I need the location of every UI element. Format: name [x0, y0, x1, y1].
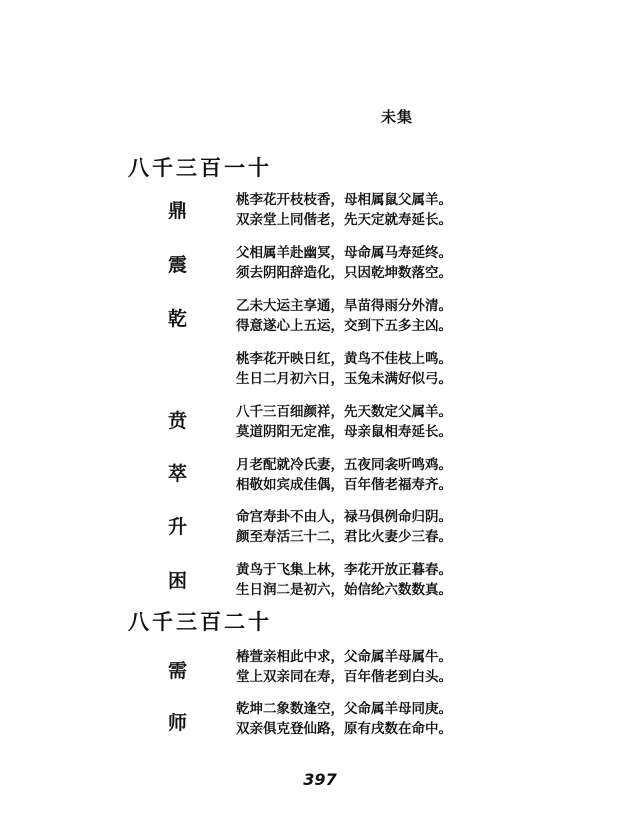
verse-line: 乙未大运主享通，旱苗得雨分外清。: [236, 298, 452, 314]
verse-block: [236, 647, 452, 687]
verse-block: [236, 507, 452, 547]
hexagram-kun: 困: [168, 570, 188, 592]
section-heading-8310: 八千三百一十: [128, 155, 272, 180]
verse-block: [236, 349, 452, 389]
hexagram-bi: 贲: [168, 410, 188, 432]
verse-line: 生日润二是初六，始信纶六数数真。: [236, 582, 452, 598]
verse-line: 相敬如宾成佳偶，百年偕老福寿齐。: [236, 477, 452, 493]
page-number: 397: [303, 770, 337, 789]
hexagram-cui: 萃: [168, 463, 188, 485]
hexagram-shi: 师: [168, 712, 188, 734]
verse-line: 桃李花开映日红，黄鸟不佳枝上鸣。: [236, 351, 452, 367]
verse-line: 须去阴阳辞造化，只因乾坤数落空。: [236, 265, 452, 281]
verse-line: 月老配就冷氏妻，五夜同衾听鸣鸡。: [236, 457, 452, 473]
verse-block: [236, 243, 452, 283]
hexagram-ding: 鼎: [168, 200, 188, 222]
verse-line: 黄鸟于飞集上林，李花开放正暮春。: [236, 562, 452, 578]
verse-line: 堂上双亲同在寿，百年偕老到白头。: [236, 669, 452, 685]
verse-block: [236, 296, 452, 336]
hexagram-qian: 乾: [168, 308, 188, 330]
verse-block: [236, 402, 452, 442]
running-header: 未集: [381, 108, 414, 126]
section-heading-8320: 八千三百二十: [128, 609, 272, 634]
verse-line: 父相属羊赴幽冥，母命属马寿延终。: [236, 245, 452, 261]
verse-line: 命宫寿卦不由人，禄马俱例命归阴。: [236, 509, 452, 525]
verse-line: 八千三百细颜祥，先天数定父属羊。: [236, 404, 452, 420]
verse-block: [236, 455, 452, 495]
verse-block: [236, 190, 452, 230]
hexagram-xu: 需: [168, 660, 188, 682]
verse-line: 乾坤二象数逢空，父命属羊母同庚。: [236, 701, 452, 717]
verse-line: 椿萱亲相此中求，父命属羊母属牛。: [236, 649, 452, 665]
verse-line: 生日二月初六日，玉兔未满好似弓。: [236, 371, 452, 387]
verse-block: [236, 699, 452, 739]
hexagram-sheng: 升: [168, 516, 188, 538]
verse-line: 得意遂心上五运，交到下五多主凶。: [236, 318, 452, 334]
verse-line: 桃李花开枝枝香，母相属鼠父属羊。: [236, 192, 452, 208]
verse-line: 双亲堂上同偕老，先天定就寿延长。: [236, 212, 452, 228]
verse-line: 颜至寿活三十二，君比火妻少三春。: [236, 529, 452, 545]
verse-line: 双亲俱克登仙路，原有戌数在命中。: [236, 721, 452, 737]
hexagram-zhen: 震: [168, 254, 188, 276]
verse-line: 莫道阴阳无定准，母亲鼠相寿延长。: [236, 424, 452, 440]
verse-block: [236, 560, 452, 600]
